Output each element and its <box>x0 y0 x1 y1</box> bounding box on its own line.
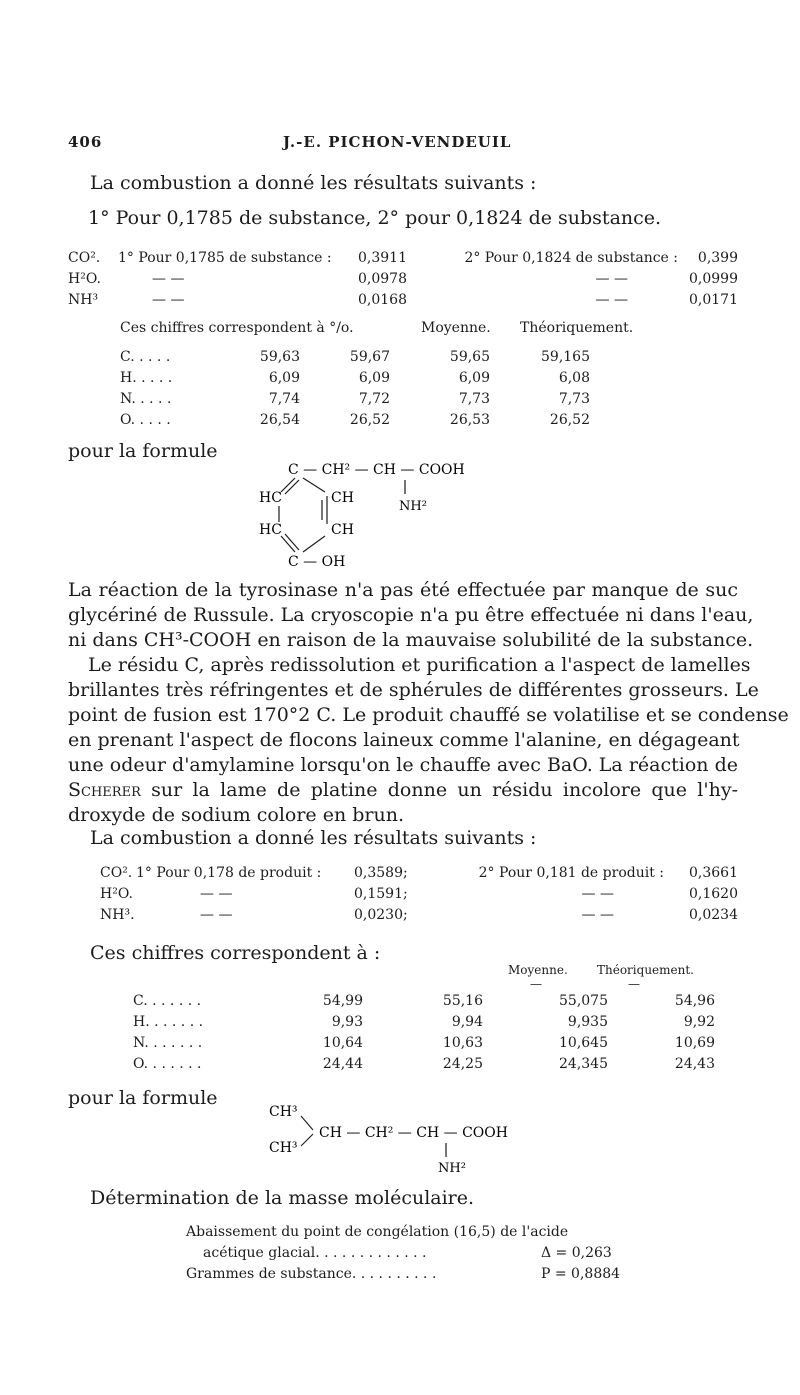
sec1-col-moyenne: Moyenne. <box>421 320 491 336</box>
sec2-raw-table <box>100 862 738 925</box>
sec1-samples: 1° Pour 0,1785 de substance, 2° pour 0,1824 de substance. <box>88 207 662 229</box>
tyrosine-structure-diagram <box>255 458 515 578</box>
value-a: 24,44 <box>322 1055 363 1072</box>
value-a: 7,74 <box>268 390 300 407</box>
raw-label: NH³. <box>100 906 135 923</box>
sec2-col-theorique: Théoriquement. <box>597 963 694 977</box>
text-line: glycériné de Russule. La cryoscopie n'a pu être effectuée ni dans l'eau, <box>68 604 754 626</box>
value-a: 26,54 <box>259 411 300 428</box>
value-theorique: 59,165 <box>541 348 590 365</box>
value-a: 6,09 <box>268 369 300 386</box>
value-b: 7,72 <box>358 390 390 407</box>
raw-v1: 0,3911 <box>358 249 407 266</box>
element-label: O. . . . . . . <box>133 1055 202 1072</box>
formula-ch3-bottom: CH³ <box>269 1140 298 1156</box>
raw-first: 1° Pour 0,1785 de substance : <box>118 249 332 266</box>
text-line: point de fusion est 170°2 C. Le produit chauffé se volatilise et se condense <box>68 704 789 726</box>
raw-v1: 0,3589; <box>354 864 408 881</box>
value-moyenne: 55,075 <box>559 992 608 1009</box>
raw-first: — — <box>200 906 233 923</box>
value-b: 55,16 <box>442 992 483 1009</box>
raw-v2: 0,0171 <box>689 291 738 308</box>
text-line: Le résidu C, après redissolution et purification a l'aspect de lamelles <box>88 654 751 676</box>
element-label: H. . . . . <box>120 369 173 386</box>
element-label: C. . . . . <box>120 348 171 365</box>
paragraph-residu <box>68 653 789 828</box>
value-a: 54,99 <box>322 992 363 1009</box>
table-row <box>120 367 590 388</box>
sec2-intro: La combustion a donné les résultats suivants : <box>90 827 537 849</box>
page-number: 406 <box>68 133 103 151</box>
value-moyenne: 9,935 <box>567 1013 608 1030</box>
raw-first: 1° Pour 0,178 de produit : <box>136 864 322 881</box>
raw-label: CO². <box>68 249 101 266</box>
raw-v2: 0,0234 <box>689 906 738 923</box>
paragraph-tyrosinase <box>68 578 754 653</box>
sec1-raw-table <box>68 247 738 310</box>
value-moyenne: 7,73 <box>458 390 490 407</box>
element-label: N. . . . . <box>120 390 172 407</box>
sec2-percent-table <box>133 990 715 1074</box>
raw-second: 2° Pour 0,1824 de substance : <box>464 249 678 266</box>
value-moyenne: 26,53 <box>449 411 490 428</box>
table-row <box>133 1053 715 1074</box>
element-label: C. . . . . . . <box>133 992 202 1009</box>
table-row <box>133 1011 715 1032</box>
raw-first: — — <box>152 291 185 308</box>
raw-v1: 0,0978 <box>358 270 407 287</box>
raw-v2: 0,0999 <box>689 270 738 287</box>
table-row <box>120 388 590 409</box>
mass-line3-value: P = 0,8884 <box>541 1266 621 1282</box>
mass-line3-label: Grammes de substance. . . . . . . . . . <box>186 1266 437 1282</box>
sec2-col-theorique-dash: — <box>628 977 640 991</box>
formula-ch2: CH <box>331 522 354 538</box>
value-b: 6,09 <box>358 369 390 386</box>
sec2-formula-label: pour la formule <box>68 1087 218 1109</box>
table-row <box>120 346 590 367</box>
table-row <box>133 1032 715 1053</box>
value-theorique: 24,43 <box>674 1055 715 1072</box>
sec2-col-moyenne: Moyenne. <box>508 963 568 977</box>
mass-line2-value: Δ = 0,263 <box>541 1245 612 1261</box>
raw-v1: 0,1591; <box>354 885 408 902</box>
sec1-table-heading: Ces chiffres correspondent à °/o. <box>120 320 354 336</box>
element-label: H. . . . . . . <box>133 1013 204 1030</box>
raw-v2: 0,3661 <box>689 864 738 881</box>
formula-ch3-top: CH³ <box>269 1104 298 1120</box>
value-moyenne: 6,09 <box>458 369 490 386</box>
mass-line2-label: acétique glacial. . . . . . . . . . . . . <box>203 1245 427 1261</box>
text-line <box>68 778 738 803</box>
leucine-structure-diagram <box>265 1100 585 1180</box>
value-moyenne: 10,645 <box>559 1034 608 1051</box>
table-row <box>68 247 738 268</box>
raw-label: H²O. <box>100 885 133 902</box>
raw-second: — — <box>595 270 628 287</box>
formula-ch1: CH <box>331 490 354 506</box>
value-b: 24,25 <box>442 1055 483 1072</box>
table-row <box>68 289 738 310</box>
raw-v2: 0,1620 <box>689 885 738 902</box>
benzene-ring-bonds <box>279 478 327 552</box>
sec2-table-heading: Ces chiffres correspondent à : <box>90 942 381 964</box>
sec2-col-moyenne-dash: — <box>530 977 542 991</box>
element-label: O. . . . . <box>120 411 171 428</box>
branch-bonds <box>301 1116 313 1146</box>
value-theorique: 9,92 <box>683 1013 715 1030</box>
value-a: 59,63 <box>259 348 300 365</box>
raw-second: — — <box>581 885 614 902</box>
value-b: 26,52 <box>349 411 390 428</box>
formula-hc2: HC <box>259 522 282 538</box>
sec1-formula-label: pour la formule <box>68 440 218 462</box>
raw-v1: 0,0168 <box>358 291 407 308</box>
formula-top-chain: C — CH² — CH — COOH <box>288 462 465 478</box>
raw-second: — — <box>595 291 628 308</box>
formula-nh2: NH² <box>399 499 427 514</box>
value-theorique: 7,73 <box>558 390 590 407</box>
value-a: 10,64 <box>322 1034 363 1051</box>
formula-bottom: C — OH <box>288 554 346 570</box>
raw-second: — — <box>581 906 614 923</box>
text-line: une odeur d'amylamine lorsqu'on le chauffe avec BaO. La réaction de <box>68 754 738 776</box>
value-theorique: 10,69 <box>674 1034 715 1051</box>
table-row <box>133 990 715 1011</box>
value-b: 10,63 <box>442 1034 483 1051</box>
value-moyenne: 59,65 <box>449 348 490 365</box>
text-line: en prenant l'aspect de flocons laineux comme l'alanine, en dégageant <box>68 729 740 751</box>
formula-chain: CH — CH² — CH — COOH <box>319 1125 508 1141</box>
value-b: 59,67 <box>349 348 390 365</box>
text-line: droxyde de sodium colore en brun. <box>68 804 404 826</box>
mass-line1: Abaissement du point de congélation (16,5) de l'acide <box>186 1224 569 1240</box>
raw-label: H²O. <box>68 270 101 287</box>
table-row <box>100 904 738 925</box>
raw-first: — — <box>152 270 185 287</box>
text-line: brillantes très réfringentes et de sphérules de différentes grosseurs. Le <box>68 679 759 701</box>
value-b: 9,94 <box>451 1013 483 1030</box>
raw-label: NH³ <box>68 291 99 308</box>
value-theorique: 26,52 <box>549 411 590 428</box>
running-title: J.-E. PICHON-VENDEUIL <box>283 133 512 151</box>
sec1-intro: La combustion a donné les résultats suivants : <box>90 172 537 194</box>
table-row <box>100 883 738 904</box>
raw-v2: 0,399 <box>697 249 738 266</box>
table-row <box>120 409 590 430</box>
raw-second: 2° Pour 0,181 de produit : <box>478 864 664 881</box>
raw-v1: 0,0230; <box>354 906 408 923</box>
formula-hc1: HC <box>259 490 282 506</box>
text-fragment: sur la lame de platine donne un résidu incolore que l'hy- <box>140 779 738 801</box>
raw-first: — — <box>200 885 233 902</box>
sec1-col-theorique: Théoriquement. <box>520 320 634 336</box>
table-row <box>100 862 738 883</box>
text-line: La réaction de la tyrosinase n'a pas été effectuée par manque de suc <box>68 579 738 601</box>
value-theorique: 6,08 <box>558 369 590 386</box>
sec1-percent-table <box>120 346 590 430</box>
mass-heading: Détermination de la masse moléculaire. <box>90 1187 475 1209</box>
scherer-name: Scherer <box>68 779 141 801</box>
element-label: N. . . . . . . <box>133 1034 203 1051</box>
formula-nh2: NH² <box>438 1161 466 1176</box>
table-row <box>68 268 738 289</box>
value-a: 9,93 <box>331 1013 363 1030</box>
value-theorique: 54,96 <box>674 992 715 1009</box>
raw-label: CO². <box>100 864 133 881</box>
value-moyenne: 24,345 <box>559 1055 608 1072</box>
text-line: ni dans CH³-COOH en raison de la mauvaise solubilité de la substance. <box>68 629 754 651</box>
